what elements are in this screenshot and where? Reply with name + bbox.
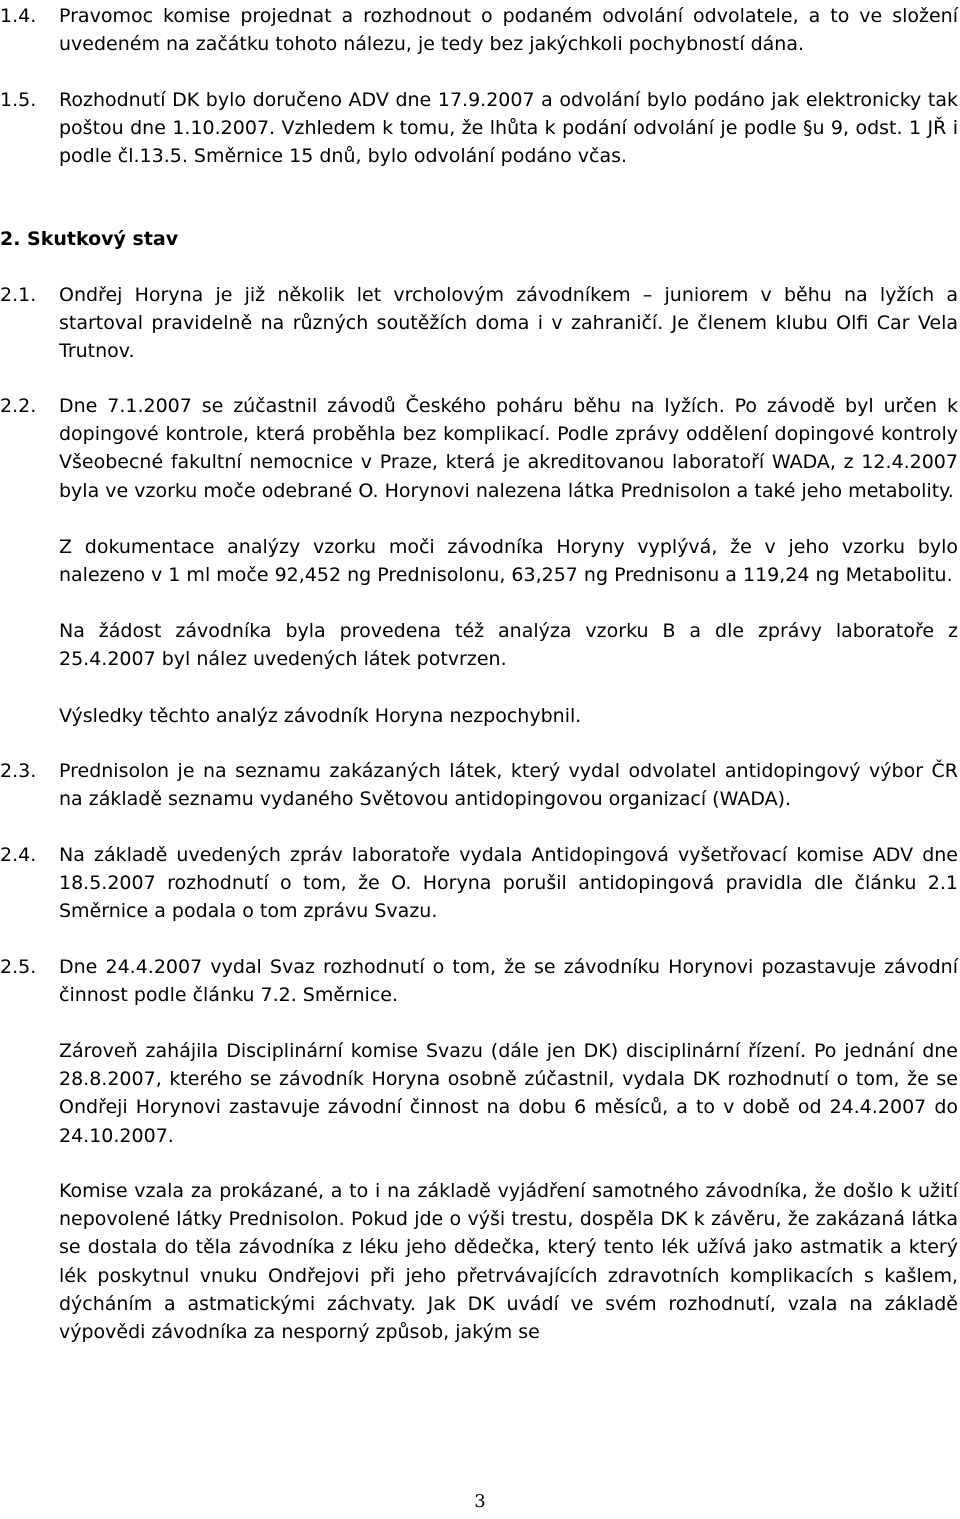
section-text: Prednisolon je na seznamu zakázaných látek, který vydal odvolatel antidopingový výbor ČR na základě seznamu vydaného Světovou antidopingovou organizací (WADA).	[59, 760, 958, 811]
section-number: 1.4.	[0, 5, 37, 27]
section-1-4	[0, 2, 958, 58]
section-2-3	[0, 757, 958, 813]
section-2-4	[0, 841, 958, 926]
section-2-2	[0, 392, 958, 505]
section-2-1	[0, 281, 958, 366]
section-text: Dne 7.1.2007 se zúčastnil závodů Českého poháru běhu na lyžích. Po závodě byl určen k dopingové kontrole, která proběhla bez komplikací. Podle zprávy oddělení dopingové kontroly Všeobecné fakultní nemocnice v Praze, která je akreditovanou laboratoří WADA, z 12.4.2007 byla ve vzorku moče odebrané O. Horynovi nalezena látka Prednisolon a také jeho metabolity.	[59, 395, 958, 502]
section-number: 1.5.	[0, 89, 37, 111]
heading-skutkovy-stav: 2. Skutkový stav	[0, 228, 179, 250]
page-number: 3	[474, 1491, 486, 1512]
section-text: Ondřej Horyna je již několik let vrcholovým závodníkem – juniorem v běhu na lyžích a startoval pravidelně na různých soutěžích doma i v zahraničí. Je členem klubu Olfi Car Vela Trutnov.	[59, 284, 958, 363]
section-2-5-paragraph-2: Zároveň zahájila Disciplinární komise Svazu (dále jen DK) disciplinární řízení. Po jednání dne 28.8.2007, kterého se závodník Horyna osobně zúčastnil, vydala DK rozhodnutí o tom, že se Ondřeji Horynovi zastavuje závodní činnost na dobu 6 měsíců, a to v době od 24.4.2007 do 24.10.2007.	[59, 1040, 958, 1147]
section-number: 2.1.	[0, 284, 37, 306]
section-text: Pravomoc komise projednat a rozhodnout o podaném odvolání odvolatele, a to ve složení uvedeném na začátku tohoto nálezu, je tedy bez jakýchkoli pochybností dána.	[59, 5, 958, 56]
section-1-5	[0, 86, 958, 171]
section-2-2-paragraph-4: Výsledky těchto analýz závodník Horyna nezpochybnil.	[59, 705, 582, 727]
section-2-2-paragraph-3: Na žádost závodníka byla provedena též analýza vzorku B a dle zprávy laboratoře z 25.4.2007 byl nález uvedených látek potvrzen.	[59, 620, 958, 671]
section-2-5	[0, 953, 958, 1009]
section-number: 2.2.	[0, 395, 37, 417]
section-number: 2.5.	[0, 956, 37, 978]
section-number: 2.4.	[0, 844, 37, 866]
section-number: 2.3.	[0, 760, 37, 782]
section-text: Rozhodnutí DK bylo doručeno ADV dne 17.9.2007 a odvolání bylo podáno jak elektronicky tak poštou dne 1.10.2007. Vzhledem k tomu, že lhůta k podání odvolání je podle §u 9, odst. 1 JŘ i podle čl.13.5. Směrnice 15 dnů, bylo odvolání podáno včas.	[59, 89, 958, 168]
section-2-2-paragraph-2: Z dokumentace analýzy vzorku moči závodníka Horyny vyplývá, že v jeho vzorku bylo nalezeno v 1 ml moče 92,452 ng Prednisolonu, 63,257 ng Prednisonu a 119,24 ng Metabolitu.	[59, 536, 958, 587]
section-text: Dne 24.4.2007 vydal Svaz rozhodnutí o tom, že se závodníku Horynovi pozastavuje závodní činnost podle článku 7.2. Směrnice.	[59, 956, 958, 1007]
section-text: Na základě uvedených zpráv laboratoře vydala Antidopingová vyšetřovací komise ADV dne 18.5.2007 rozhodnutí o tom, že O. Horyna porušil antidopingová pravidla dle článku 2.1 Směrnice a podala o tom zprávu Svazu.	[59, 844, 958, 923]
section-2-5-paragraph-3: Komise vzala za prokázané, a to i na základě vyjádření samotného závodníka, že došlo k užití nepovolené látky Prednisolon. Pokud jde o výši trestu, dospěla DK k závěru, že zakázaná látka se dostala do těla závodníka z léku jeho dědečka, který tento lék užívá jako astmatik a který lék poskytnul vnuku Ondřejovi při jeho přetrvávajících zdravotních komplikacích s kašlem, dýcháním a astmatickými záchvaty. Jak DK uvádí ve svém rozhodnutí, vzala na základě výpovědi závodníka za nesporný způsob, jakým se	[59, 1180, 958, 1344]
